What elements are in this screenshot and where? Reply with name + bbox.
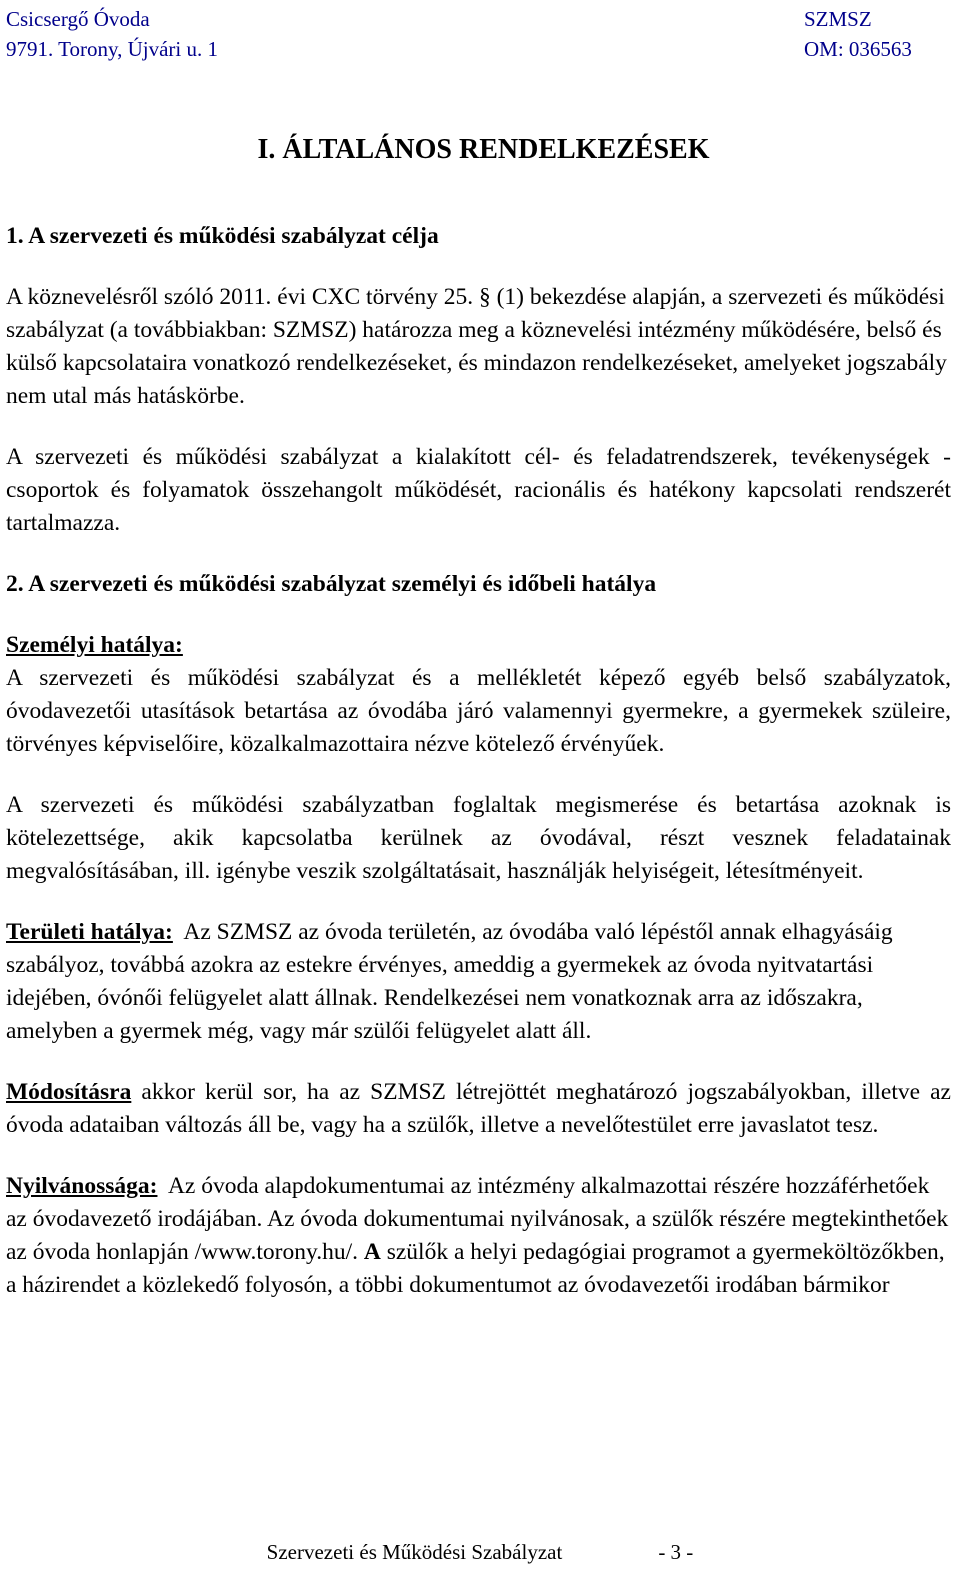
publicity-label: Nyilvánossága:	[6, 1173, 158, 1199]
publicity-text-2: szülők a helyi pedagógiai programot a gyermeköltözőkben, a házirendet a közlekedő folyosón, a többi dokumentumot az óvodavezetői irodában bármikor	[6, 1239, 945, 1298]
page-footer	[0, 1537, 960, 1567]
territorial-scope-label: Területi hatálya:	[6, 919, 173, 945]
amendment-text: akkor kerül sor, ha az SZMSZ létrejöttét meghatározó jogszabályokban, illetve az óvoda adataiban változás áll be, vagy ha a szülők, illetve a nevelőtestület erre javaslatot tesz.	[6, 1079, 951, 1138]
section1-paragraph-2: A szervezeti és működési szabályzat a kialakított cél- és feladatrendszerek, tevékenységek - csoportok és folyamatok összehangolt működését, racionális és hatékony kapcsolati rendszerét tartalmazza.	[6, 444, 951, 536]
amendment	[6, 1076, 951, 1142]
section1-heading: 1. A szervezeti és működési szabályzat célja	[6, 223, 439, 249]
amendment-label: Módosításra	[6, 1079, 132, 1105]
page-header	[6, 4, 954, 64]
chapter-title: I. ÁLTALÁNOS RENDELKEZÉSEK	[257, 134, 710, 165]
om-number: OM: 036563	[804, 37, 912, 61]
institution-address: 9791. Torony, Újvári u. 1	[6, 37, 219, 61]
personal-scope-text-2: A szervezeti és működési szabályzatban foglaltak megismerése és betartása azoknak is kötelezettsége, akik kapcsolatba kerülnek az óvodával, részt vesznek feladatainak megvalósításában, ill. igénybe veszik szolgáltatásait, használják helyiségeit, létesítményeit.	[6, 792, 951, 884]
document-code: SZMSZ	[804, 7, 872, 31]
personal-scope	[6, 629, 951, 761]
territorial-scope	[6, 916, 951, 1048]
footer-title: Szervezeti és Működési Szabályzat	[266, 1540, 563, 1564]
section2-heading: 2. A szervezeti és működési szabályzat személyi és időbeli hatálya	[6, 571, 657, 597]
page-number: - 3 -	[658, 1540, 694, 1564]
publicity	[6, 1170, 951, 1302]
publicity-bold-a: A	[363, 1239, 381, 1265]
personal-scope-label: Személyi hatálya:	[6, 632, 183, 658]
publicity-text-1: Az óvoda alapdokumentumai az intézmény alkalmazottai részére hozzáférhetőek az óvodavezető irodájában. Az óvoda dokumentumai nyilvánosak, a szülők részére megtekinthetőek az óvoda honlapján /www.torony.hu/.	[6, 1173, 949, 1265]
section1-paragraph-1: A köznevelésről szóló 2011. évi CXC törvény 25. § (1) bekezdése alapján, a szervezeti és működési szabályzat (a továbbiakban: SZMSZ) határozza meg a köznevelési intézmény működésére, belső és külső kapcsolataira vonatkozó rendelkezéseket, és mindazon rendelkezéseket, amelyeket jogszabály nem utal más hatáskörbe.	[6, 284, 947, 409]
institution-name: Csicsergő Óvoda	[6, 7, 150, 31]
personal-scope-text: A szervezeti és működési szabályzat és a mellékletét képező egyéb belső szabályzatok, óvodavezetői utasítások betartása az óvodába járó valamennyi gyermekre, a gyermekek szüleire, törvényes képviselőire, közalkalmazottaira nézve kötelező érvényűek.	[6, 665, 951, 757]
document-body	[6, 130, 951, 1330]
territorial-scope-text: Az SZMSZ az óvoda területén, az óvodába való lépéstől annak elhagyásáig szabályoz, továbbá azokra az estekre érvényes, ameddig a gyermekek az óvoda nyitvatartási idejében, óvónői felügyelet alatt állnak. Rendelkezései nem vonatkoznak arra az időszakra, amelyben a gyermek még, vagy már szülői felügyelet alatt áll.	[6, 919, 893, 1044]
